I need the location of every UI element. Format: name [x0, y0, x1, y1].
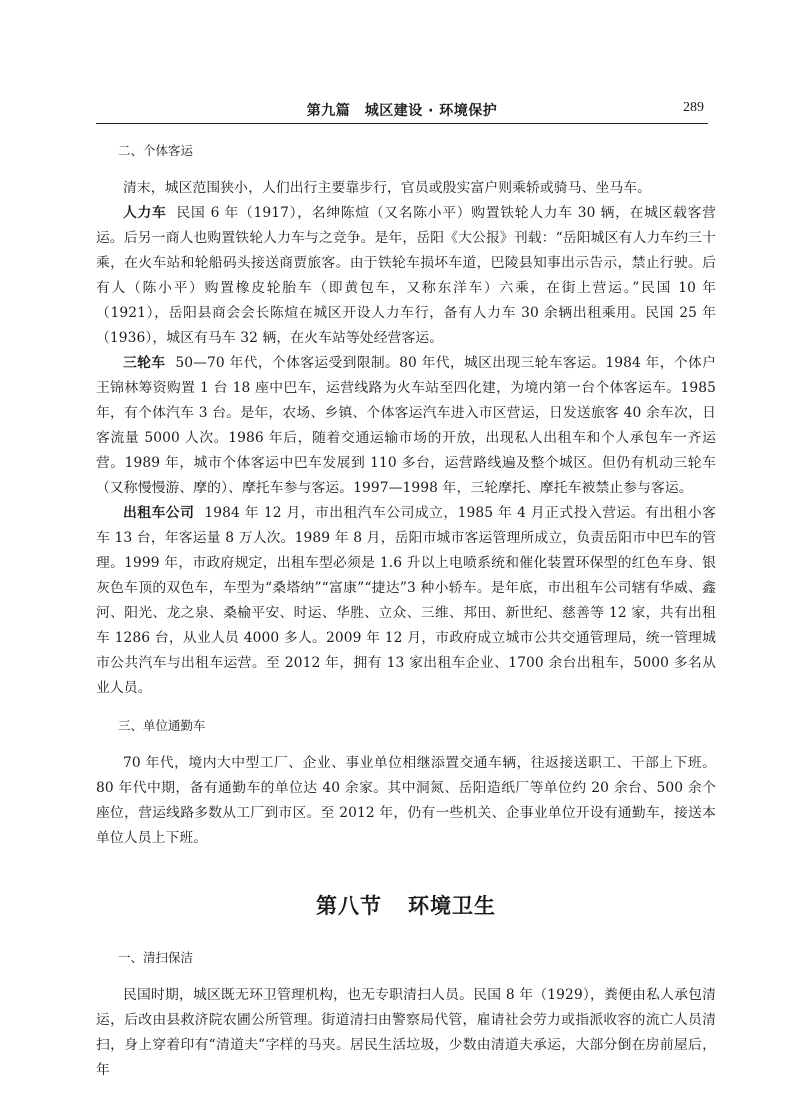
body-text	[96, 140, 716, 1083]
tricycle-lead: 三轮车	[123, 355, 166, 371]
chapter-number: 第八节	[316, 894, 382, 918]
section-heading-commuter-vehicles: 三、单位通勤车	[118, 718, 206, 733]
paragraph-intro: 清末，城区范围狭小，人们出行主要靠步行，官员或殷实富户则乘轿或骑马、坐马车。	[123, 180, 652, 196]
taxi-text: 1984 年 12 月，市出租汽车公司成立，1985 年 4 月正式投入营运。有出租小客车 13 台，年客运量 8 万人次。1989 年 8 月，岳阳市城市客运管理所成立，负责岳阳市中巴车的管理。1999 年，市政府规定，出租车型必须是 1.6 升以上电喷系统和催化装置环保型的红色车身、银灰色车顶的双色车，车型为“桑塔纳”“富康”“捷达”3 种小轿车。是年底，市出租车公司辖有华威、鑫河、阳光、龙之泉、桑榆平安、时运、华胜、立众、三维、邦田、新世纪、慈善等 12 家，共有出租车 1286 台，从业人员 4000 多人。2009 年 12 月，市政府成立城市公共交通管理局，统一管理城市公共汽车与出租车运营。至 2012 年，拥有 13 家出租车企业、1700 余台出租车，5000 多名从业人员。	[96, 505, 716, 696]
taxi-lead: 出租车公司	[123, 505, 195, 521]
chapter-name: 环境卫生	[408, 894, 496, 918]
page-number: 289	[683, 100, 704, 115]
running-header	[96, 97, 708, 124]
section-heading-individual-transport: 二、个体客运	[118, 143, 194, 158]
tricycle-text: 50—70 年代，个体客运受到限制。80 年代，城区出现三轮车客运。1984 年，个体户王锦林筹资购置 1 台 18 座中巴车，运营线路为火车站至四化建，为境内第一台个体客运车。1985 年，有个体汽车 3 台。是年，农场、乡镇、个体客运汽车进入市区营运，日发送旅客 40 余车次，日客流量 5000 人次。1986 年后，随着交通运输市场的开放，出现私人出租车和个人承包车一齐运营。1989 年，城市个体客运中巴车发展到 110 多台，运营路线遍及整个城区。但仍有机动三轮车（又称慢慢游、摩的）、摩托车参与客运。1997—1998 年，三轮摩托、摩托车被禁止参与客运。	[96, 355, 716, 496]
paragraph-commuter: 70 年代，境内大中型工厂、企业、事业单位相继添置交通车辆，往返接送职工、干部上下班。80 年代中期，备有通勤车的单位达 40 余家。其中洞氮、岳阳造纸厂等单位约 20 余台、500 余个座位，营运线路多数从工厂到市区。至 2012 年，仍有一些机关、企事业单位开设有通勤车，接送本单位人员上下班。	[96, 755, 716, 846]
chapter-title	[96, 891, 716, 921]
paragraph-taxi	[96, 501, 716, 701]
section-heading-cleaning: 一、清扫保洁	[118, 950, 194, 965]
rickshaw-text: 民国 6 年（1917），名绅陈煊（又名陈小平）购置铁轮人力车 30 辆，在城区载客营运。后另一商人也购置铁轮人力车与之竞争。是年，岳阳《大公报》刊载：“岳阳城区有人力车约三十乘，在火车站和轮船码头接送商贾旅客。由于铁轮车损坏车道，巴陵县知事出示告示，禁止行驶。后有人（陈小平）购置橡皮轮胎车（即黄包车，又称东洋车）六乘，在街上营运。”民国 10 年（1921），岳阳县商会会长陈煊在城区开设人力车行，备有人力车 30 余辆出租乘用。民国 25 年（1936），城区有马车 32 辆，在火车站等处经营客运。	[96, 205, 716, 346]
paragraph-tricycle	[96, 351, 716, 501]
rickshaw-lead: 人力车	[123, 205, 167, 221]
paragraph-cleaning: 民国时期，城区既无环卫管理机构，也无专职清扫人员。民国 8 年（1929），粪便由私人承包清运，后改由县救济院农圃公所管理。街道清扫由警察局代管，雇请社会劳力或指派收容的流亡人员清扫，身上穿着印有“清道夫”字样的马夹。居民生活垃圾，少数由清道夫承运，大部分倒在房前屋后，年	[96, 987, 716, 1078]
paragraph-rickshaw	[96, 201, 716, 351]
header-title: 第九篇 城区建设 · 环境保护	[306, 103, 498, 119]
